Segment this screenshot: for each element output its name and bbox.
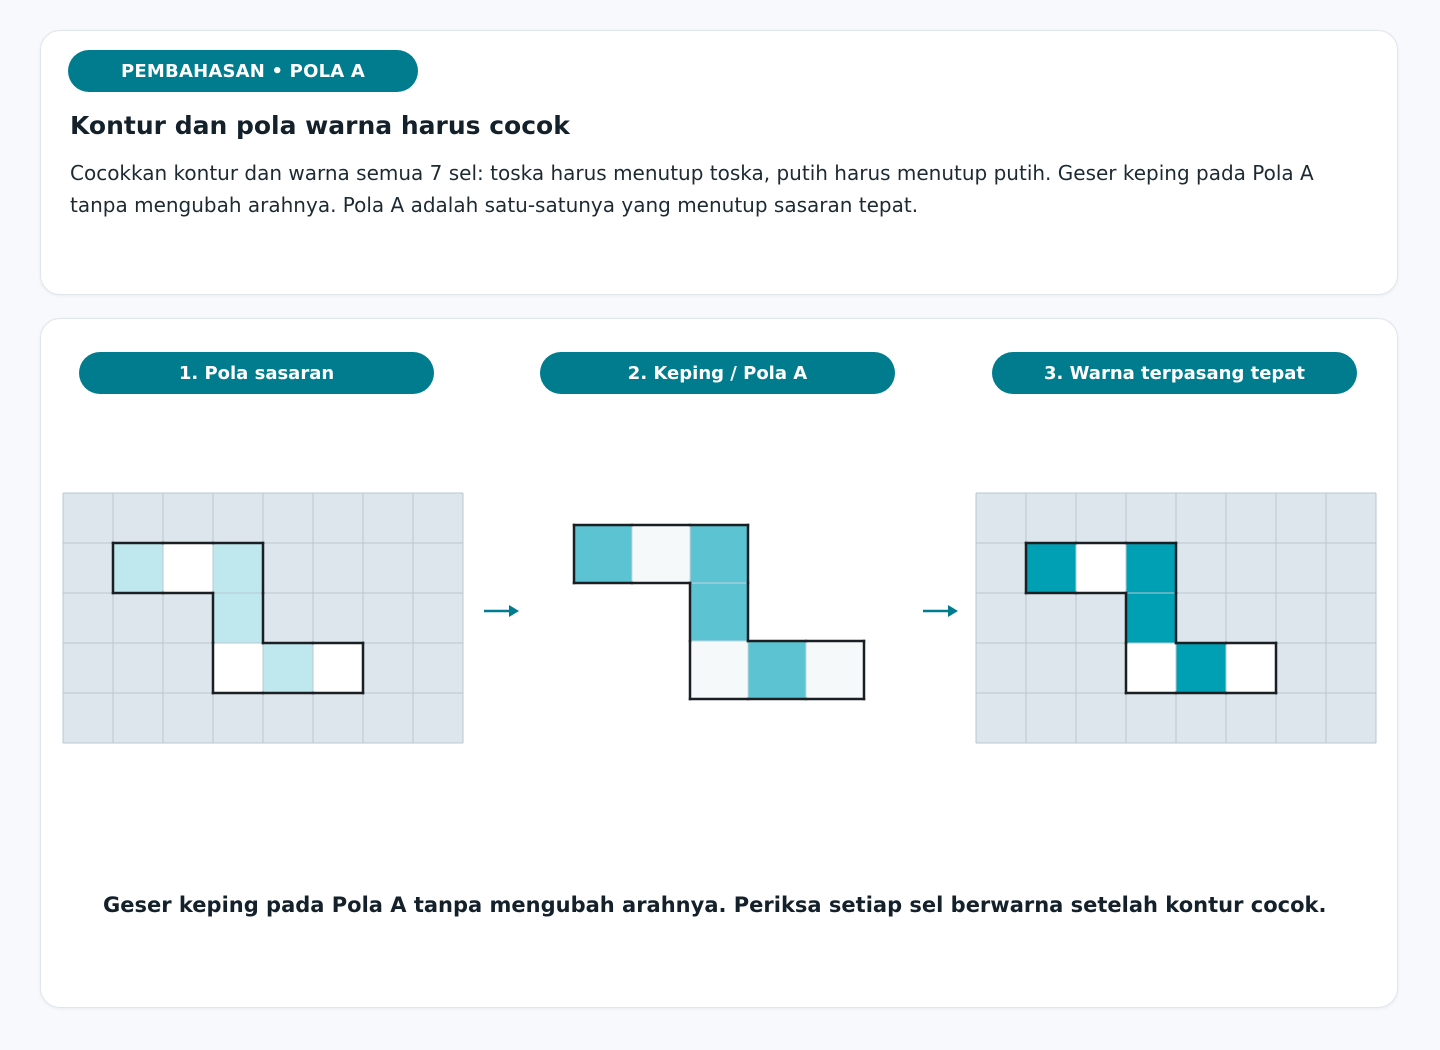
diagram-card (40, 318, 1398, 1008)
step-label-target: 1. Pola sasaran (79, 352, 434, 394)
step-label-placed: 3. Warna terpasang tepat (992, 352, 1357, 394)
white-cell (313, 643, 363, 693)
white-cell (1076, 543, 1126, 593)
white-cell (1126, 643, 1176, 693)
placed-grid-panel (976, 493, 1376, 743)
teal-cell (1176, 643, 1226, 693)
white-cell (1226, 643, 1276, 693)
footer-instruction: Geser keping pada Pola A tanpa mengubah arahnya. Periksa setiap sel berwarna setelah kontur cocok. (103, 893, 1327, 917)
teal-cell (263, 643, 313, 693)
piece-white-cell (632, 525, 690, 583)
piece-teal-cell (690, 583, 748, 641)
piece-white-cell (806, 641, 864, 699)
step-label-piece: 2. Keping / Pola A (540, 352, 895, 394)
white-cell (213, 643, 263, 693)
teal-cell (213, 543, 263, 593)
piece-teal-cell (574, 525, 632, 583)
teal-cell (113, 543, 163, 593)
white-cell (163, 543, 213, 593)
teal-cell (213, 593, 263, 643)
teal-cell (1126, 543, 1176, 593)
piece-teal-cell (690, 525, 748, 583)
section-badge: PEMBAHASAN • POLA A (68, 50, 418, 92)
arrow-right-icon (484, 605, 519, 617)
card-description: Cocokkan kontur dan warna semua 7 sel: toska harus menutup toska, putih harus menutup putih. Geser keping pada Pola A tanpa mengubah arahnya. Pola A adalah satu-satunya yang menutup sasaran tepat. (70, 161, 1314, 217)
piece-white-cell (690, 641, 748, 699)
teal-cell (1026, 543, 1076, 593)
piece-teal-cell (748, 641, 806, 699)
explanation-card (40, 30, 1398, 295)
target-grid-panel (63, 493, 463, 743)
arrow-right-icon (923, 605, 958, 617)
card-title: Kontur dan pola warna harus cocok (70, 111, 570, 140)
teal-cell (1126, 593, 1176, 643)
piece-panel (574, 525, 864, 699)
